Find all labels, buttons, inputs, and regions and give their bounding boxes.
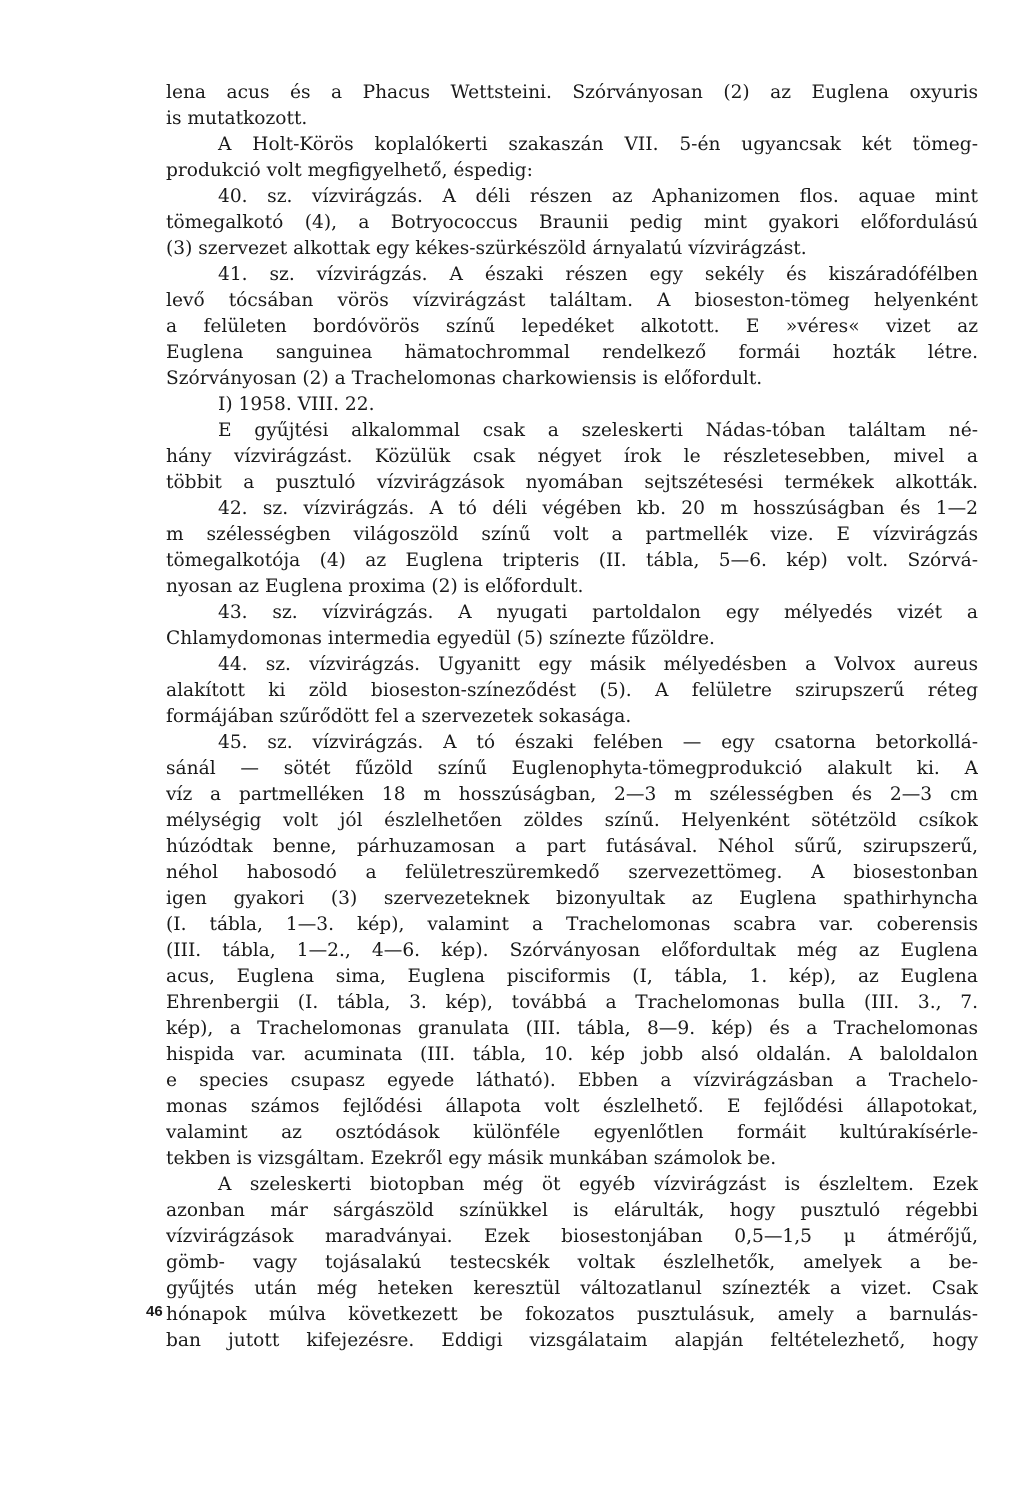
text-line: nyosan az Euglena proxima (2) is előfordult. (166, 576, 584, 597)
text-line: tömegalkotó (4), a Botryococcus Braunii pedig mint gyakori előfordulású (166, 212, 978, 233)
text-line: (I. tábla, 1—3. kép), valamint a Trachelomonas scabra var. coberensis (166, 914, 978, 935)
text-line: Euglena sanguinea hämatochrommal rendelkező formái hozták létre. (166, 342, 978, 363)
text-line: Szórványosan (2) a Trachelomonas charkowiensis is előfordult. (166, 368, 763, 389)
text-line: néhol habosodó a felületreszüremkedő szervezettömeg. A biosestonban (166, 862, 978, 883)
text-line: mélységig volt jól észlelhetően zöldes színű. Helyenként sötétzöld csíkok (166, 810, 978, 831)
text-line: A szeleskerti biotopban még öt egyéb vízvirágzást is észleltem. Ezek (218, 1174, 978, 1195)
text-line: vízvirágzások maradványai. Ezek biosestonjában 0,5—1,5 μ átmérőjű, (166, 1226, 978, 1247)
text-line: sánál — sötét fűzöld színű Euglenophyta-tömegprodukció alakult ki. A (166, 758, 978, 779)
text-line: 44. sz. vízvirágzás. Ugyanitt egy másik mélyedésben a Volvox aureus (218, 654, 978, 675)
page-body (166, 80, 978, 1354)
text-line: m szélességben világoszöld színű volt a partmellék vize. E vízvirágzás (166, 524, 978, 545)
text-line: tömegalkotója (4) az Euglena tripteris (II. tábla, 5—6. kép) volt. Szórvá- (166, 550, 978, 571)
text-line: E gyűjtési alkalommal csak a szeleskerti Nádas-tóban találtam né- (218, 420, 978, 441)
text-line: kép), a Trachelomonas granulata (III. tábla, 8—9. kép) és a Trachelomonas (166, 1018, 978, 1039)
text-line: lena acus és a Phacus Wettsteini. Szórványosan (2) az Euglena oxyuris (166, 82, 978, 103)
text-line: hány vízvirágzást. Közülük csak négyet írok le részletesebben, mivel a (166, 446, 978, 467)
text-line: is mutatkozott. (166, 108, 308, 129)
text-line: I) 1958. VIII. 22. (218, 394, 375, 415)
text-line: (3) szervezet alkottak egy kékes-szürkészöld árnyalatú vízvirágzást. (166, 238, 807, 259)
text-line: 45. sz. vízvirágzás. A tó északi felében — egy csatorna betorkollá- (218, 732, 978, 753)
text-line: hispida var. acuminata (III. tábla, 10. kép jobb alsó oldalán. A baloldalon (166, 1044, 978, 1065)
text-line: igen gyakori (3) szervezeteknek bizonyultak az Euglena spathirhyncha (166, 888, 978, 909)
text-line: e species csupasz egyede látható). Ebben a vízvirágzásban a Trachelo- (166, 1070, 978, 1091)
text-line: A Holt-Körös koplalókerti szakaszán VII. 5-én ugyancsak két tömeg- (218, 134, 978, 155)
text-line: tekben is vizsgáltam. Ezekről egy másik munkában számolok be. (166, 1148, 777, 1169)
text-line: 40. sz. vízvirágzás. A déli részen az Aphanizomen flos. aquae mint (218, 186, 978, 207)
text-line: levő tócsában vörös vízvirágzást találtam. A bioseston-tömeg helyenként (166, 290, 978, 311)
text-line: ban jutott kifejezésre. Eddigi vizsgálataim alapján feltételezhető, hogy (166, 1330, 978, 1351)
text-line: formájában szűrődött fel a szervezetek sokasága. (166, 706, 632, 727)
text-line: víz a partmelléken 18 m hosszúságban, 2—3 m szélességben és 2—3 cm (166, 784, 978, 805)
text-line: Chlamydomonas intermedia egyedül (5) színezte fűzöldre. (166, 628, 715, 649)
text-line: gyűjtés után még heteken keresztül változatlanul színezték a vizet. Csak (166, 1278, 978, 1299)
text-line: produkció volt megfigyelhető, éspedig: (166, 160, 533, 181)
text-line: hónapok múlva következett be fokozatos pusztulásuk, amely a barnulás- (166, 1304, 978, 1325)
text-line: többit a pusztuló vízvirágzások nyomában sejtszétesési termékek alkották. (166, 472, 978, 493)
text-line: gömb- vagy tojásalakú testecskék voltak észlelhetők, amelyek a be- (166, 1252, 978, 1273)
page-number: 46 (146, 1303, 163, 1320)
text-line: a felületen bordóvörös színű lepedéket alkotott. E »véres« vizet az (166, 316, 978, 337)
text-line: 43. sz. vízvirágzás. A nyugati partoldalon egy mélyedés vizét a (218, 602, 978, 623)
text-line: azonban már sárgászöld színükkel is elárulták, hogy pusztuló régebbi (166, 1200, 978, 1221)
text-line: húzódtak benne, párhuzamosan a part futásával. Néhol sűrű, szirupszerű, (166, 836, 978, 857)
text-line: alakított ki zöld bioseston-színeződést (5). A felületre szirupszerű réteg (166, 680, 978, 701)
text-line: Ehrenbergii (I. tábla, 3. kép), továbbá a Trachelomonas bulla (III. 3., 7. (166, 992, 978, 1013)
text-line: acus, Euglena sima, Euglena pisciformis (I, tábla, 1. kép), az Euglena (166, 966, 978, 987)
text-line: 41. sz. vízvirágzás. A északi részen egy sekély és kiszáradófélben (218, 264, 978, 285)
text-line: valamint az osztódások különféle egyenlőtlen formáit kultúrakísérle- (166, 1122, 978, 1143)
text-line: (III. tábla, 1—2., 4—6. kép). Szórványosan előfordultak még az Euglena (166, 940, 978, 961)
text-line: 42. sz. vízvirágzás. A tó déli végében kb. 20 m hosszúságban és 1—2 (218, 498, 978, 519)
text-line: monas számos fejlődési állapota volt észlelhető. E fejlődési állapotokat, (166, 1096, 978, 1117)
